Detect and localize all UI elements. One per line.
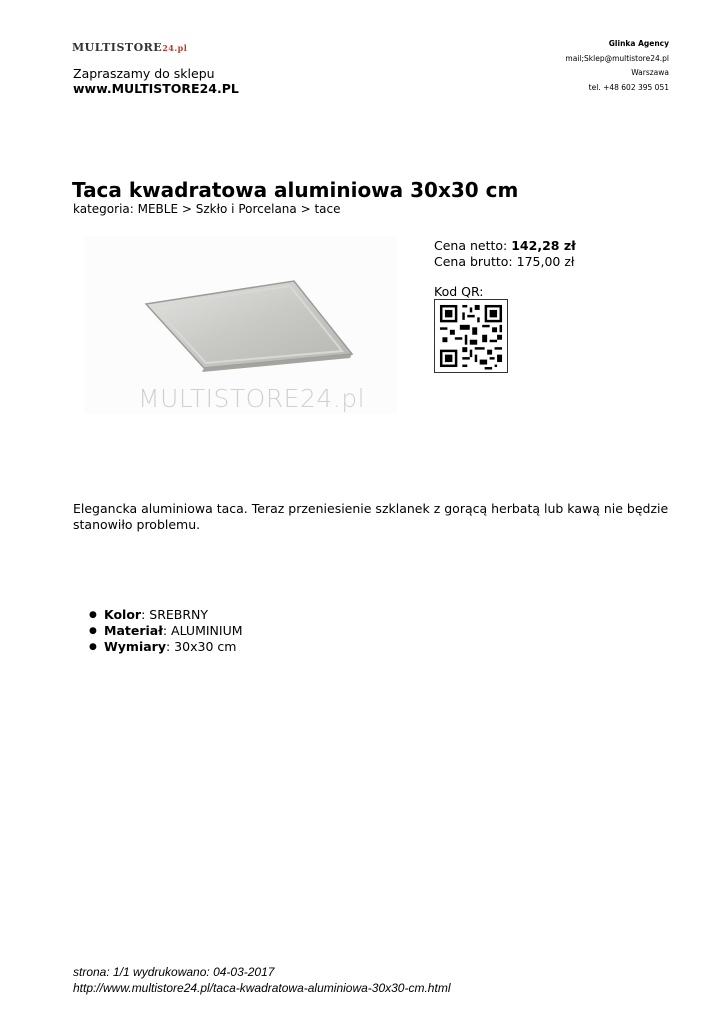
product-description: Elegancka aluminiowa taca. Teraz przeniesienie szklanek z gorącą herbatą lub kawą nie będzie stanowiło problemu. bbox=[73, 501, 669, 532]
feature-item-material bbox=[73, 623, 243, 639]
feature-item-dimensions bbox=[73, 639, 243, 655]
product-url[interactable]: http://www.multistore24.pl/taca-kwadratowa-aluminiowa-30x30-cm.html bbox=[73, 981, 451, 995]
qr-code-image bbox=[434, 299, 508, 373]
net-price-label: Cena netto: bbox=[434, 238, 508, 253]
feature-key: Kolor bbox=[104, 607, 142, 622]
feature-list bbox=[73, 607, 243, 655]
agency-name: Glinka Agency bbox=[608, 39, 669, 48]
breadcrumb: kategoria: MEBLE > Szkło i Porcelana > tace bbox=[73, 202, 341, 216]
feature-key: Materiał bbox=[104, 623, 163, 638]
agency-city: Warszawa bbox=[631, 68, 669, 77]
price-block bbox=[434, 238, 576, 270]
feature-value: : SREBRNY bbox=[141, 607, 209, 622]
gross-price-value: 175,00 zł bbox=[516, 254, 575, 269]
gross-price bbox=[434, 254, 576, 270]
feature-value: : 30x30 cm bbox=[166, 639, 237, 654]
net-price bbox=[434, 238, 576, 254]
logo-suffix: 24.pl bbox=[162, 43, 188, 53]
agency-email[interactable]: mail;Sklep@multistore24.pl bbox=[565, 53, 669, 63]
qr-code-icon bbox=[435, 300, 507, 372]
page-footer bbox=[73, 964, 450, 996]
qr-label: Kod QR: bbox=[434, 284, 484, 299]
feature-item-color bbox=[73, 607, 243, 623]
agency-phone: tel. +48 602 395 051 bbox=[588, 82, 669, 92]
store-logo bbox=[72, 41, 187, 54]
site-link[interactable]: www.MULTISTORE24.PL bbox=[73, 81, 239, 96]
feature-value: : ALUMINIUM bbox=[162, 623, 243, 638]
welcome-text: Zapraszamy do sklepu bbox=[73, 66, 215, 81]
agency-contact bbox=[565, 37, 669, 95]
image-watermark: MULTISTORE24.pl bbox=[138, 384, 366, 413]
welcome-block bbox=[73, 66, 239, 96]
print-info: strona: 1/1 wydrukowano: 04-03-2017 bbox=[73, 965, 275, 979]
feature-key: Wymiary bbox=[104, 639, 166, 654]
gross-price-label: Cena brutto: bbox=[434, 254, 513, 269]
logo-main: MULTISTORE bbox=[72, 41, 163, 54]
product-title: Taca kwadratowa aluminiowa 30x30 cm bbox=[72, 178, 519, 202]
net-price-value: 142,28 zł bbox=[511, 238, 576, 253]
